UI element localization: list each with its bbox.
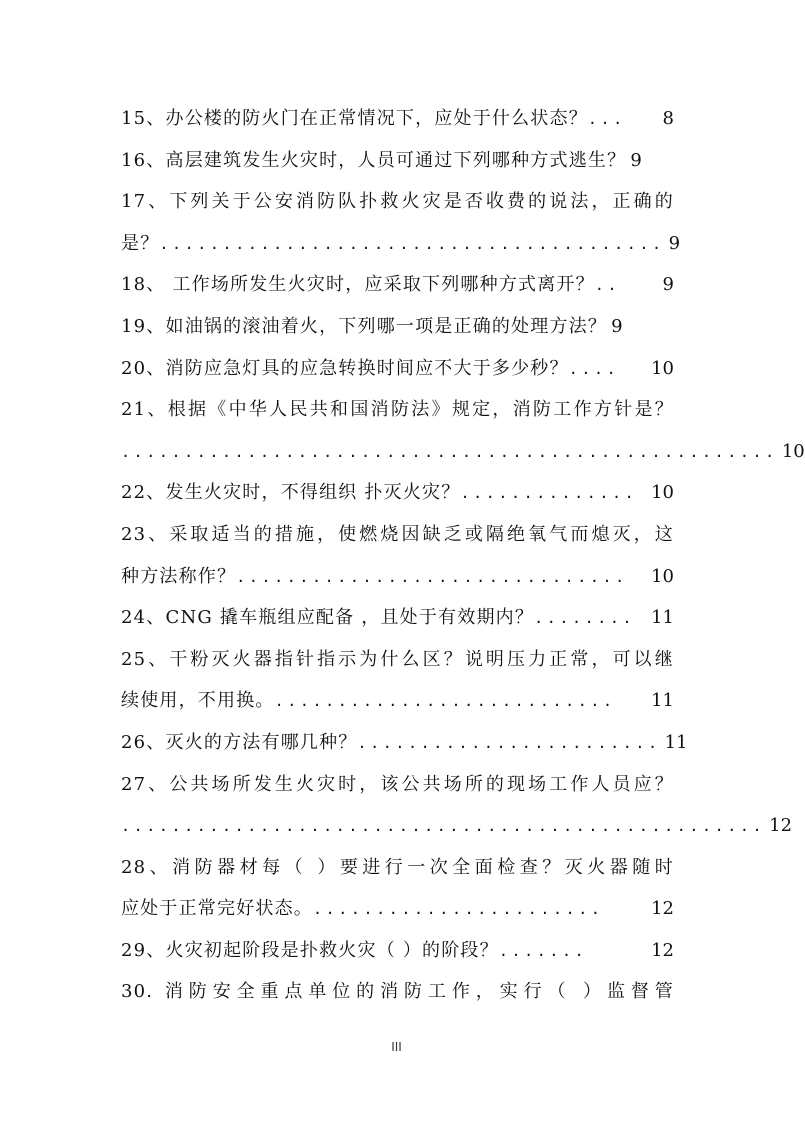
toc-page-number: 8: [662, 108, 674, 129]
table-of-contents: [121, 98, 805, 1013]
toc-entry-title: 19、如油锅的滚油着火，下列哪一项是正确的处理方法？: [121, 315, 608, 337]
toc-entry-title: 21、根据《中华人民共和国消防法》规定，消防工作方针是？: [121, 399, 674, 421]
toc-entry[interactable]: [121, 181, 674, 223]
toc-entry[interactable]: [121, 639, 674, 681]
toc-leader-dots: ....................................................: [121, 442, 778, 461]
toc-page-number: 10: [651, 482, 674, 504]
toc-entry-title: 24、CNG 撬车瓶组应配备 ，且处于有效期内？: [121, 607, 535, 629]
toc-leader-dots: ..............: [460, 484, 638, 503]
toc-entry[interactable]: [121, 472, 674, 514]
toc-leader-dots: ....: [568, 359, 620, 378]
toc-entry-title: 18、 工作场所发生火灾时，应采取下列哪种方式离开？: [121, 274, 595, 296]
toc-leader-dots: ...: [587, 110, 626, 128]
toc-leader-dots: ..: [594, 276, 621, 295]
toc-leader-dots: ...................................................: [121, 817, 766, 836]
toc-entry[interactable]: [121, 556, 674, 598]
toc-page-number: 11: [651, 690, 674, 712]
toc-leader-dots: ........................................: [159, 234, 665, 253]
toc-entry-title: 25、干粉灭火器指针指示为什么区？说明压力正常，可以继: [121, 648, 674, 670]
toc-entry-title: 17、下列关于公安消防队扑救火灾是否收费的说法，正确的: [121, 191, 674, 213]
toc-entry-title: 30. 消防安全重点单位的消防工作，实行（ ）监督管: [121, 981, 674, 1003]
toc-entry-title: 20、消防应急灯具的应急转换时间应不大于多少秒？: [121, 357, 569, 379]
toc-entry[interactable]: [121, 722, 688, 764]
toc-leader-dots: ...............................: [236, 567, 628, 586]
toc-entry[interactable]: [121, 431, 805, 473]
toc-entry-title: 23、采取适当的措施，使燃烧因缺乏或隔绝氧气而熄灭，这: [121, 523, 674, 545]
toc-entry[interactable]: [121, 140, 674, 182]
toc-entry[interactable]: [121, 98, 674, 140]
toc-page-number: 12: [651, 939, 674, 961]
toc-entry[interactable]: [121, 306, 674, 348]
toc-page-number: 12: [769, 815, 793, 837]
toc-entry-title: 15、办公楼的防火门在正常情况下，应处于什么状态？: [121, 108, 588, 129]
toc-page-number: 9: [668, 232, 681, 254]
toc-entry[interactable]: [121, 680, 674, 722]
toc-entry[interactable]: [121, 389, 674, 431]
toc-entry-title: 是？: [121, 232, 160, 254]
toc-leader-dots: ........: [534, 609, 636, 628]
toc-leader-dots: .......: [498, 941, 588, 960]
toc-page-number: 9: [611, 315, 623, 337]
toc-entry[interactable]: [121, 847, 674, 889]
toc-page-number: 12: [651, 898, 674, 920]
toc-entry[interactable]: [121, 514, 674, 556]
toc-entry[interactable]: [121, 764, 674, 806]
toc-entry[interactable]: [121, 805, 793, 847]
toc-entry-title: 27、公共场所发生火灾时，该公共场所的现场工作人员应？: [121, 773, 674, 795]
toc-leader-dots: .......................: [313, 900, 604, 919]
toc-entry-title: 续使用，不用换。: [121, 690, 275, 712]
toc-page-number: 10: [781, 440, 805, 462]
toc-entry[interactable]: [121, 597, 674, 639]
toc-page-number: 10: [651, 357, 674, 379]
toc-entry-title: 16、高层建筑发生火灾时，人员可通过下列哪种方式逃生？: [121, 149, 627, 171]
toc-entry[interactable]: [121, 888, 674, 930]
toc-entry[interactable]: [121, 223, 681, 265]
toc-entry-title: 26、灭火的方法有哪几种？: [121, 731, 358, 753]
toc-entry-title: 应处于正常完好状态。: [121, 898, 313, 920]
toc-entry-title: 29、火灾初起阶段是扑救火灾（ ）的阶段？: [121, 939, 499, 961]
toc-entry-title: 种方法称作？: [121, 565, 237, 587]
toc-leader-dots: ........................: [357, 733, 661, 752]
toc-page-number: 11: [651, 607, 674, 629]
toc-entry[interactable]: [121, 930, 674, 972]
toc-entry-title: 22、发生火灾时，不得组织 扑灭火灾？: [121, 482, 461, 504]
toc-page-number: 10: [651, 565, 674, 587]
toc-entry[interactable]: [121, 348, 674, 390]
toc-page-number: 11: [664, 731, 688, 753]
toc-entry-title: 28、消防器材每（ ）要进行一次全面检查？灭火器随时: [121, 856, 674, 878]
toc-leader-dots: ...........................: [274, 692, 616, 711]
toc-entry[interactable]: [121, 971, 674, 1013]
toc-entry[interactable]: [121, 264, 674, 306]
toc-page-number: 9: [662, 274, 674, 296]
page-footer-number: III: [391, 1040, 402, 1054]
toc-page-number: 9: [630, 149, 642, 171]
